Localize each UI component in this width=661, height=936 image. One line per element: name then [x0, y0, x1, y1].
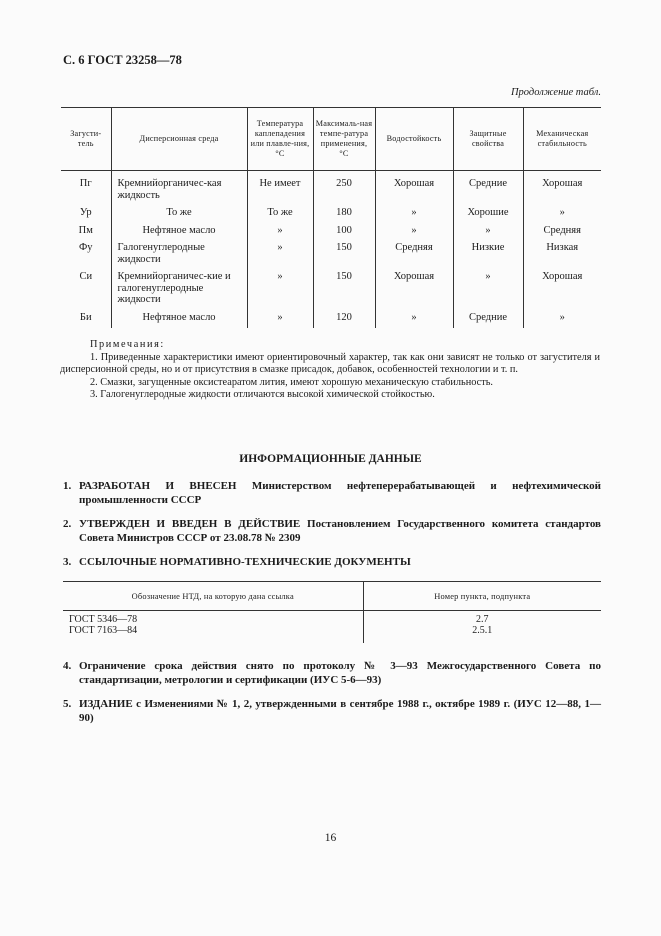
- cell-stability: Хорошая: [523, 171, 601, 207]
- cell-protective: Хорошие: [453, 206, 523, 224]
- note-item: 3. Галогенуглеродные жидкости отличаются высокой химической стойкостью.: [90, 389, 435, 401]
- info-item-approved: [63, 517, 601, 545]
- cell-max-temp: 150: [313, 241, 375, 270]
- item-text: РАЗРАБОТАН И ВНЕСЕН Министерством нефтеперерабатывающей и нефтехимической промышленности СССР: [79, 480, 601, 506]
- table-row: [61, 241, 601, 270]
- cell-drop-point: »: [247, 224, 313, 242]
- page-header: С. 6 ГОСТ 23258—78: [63, 53, 182, 67]
- cell-max-temp: 250: [313, 171, 375, 207]
- info-item-references: [63, 555, 601, 569]
- cell-medium: То же: [111, 206, 247, 224]
- cell-thickener: Ур: [79, 207, 92, 218]
- item-number: 2.: [63, 518, 72, 530]
- cell-thickener: Фу: [78, 242, 93, 253]
- cell-drop-point: »: [247, 241, 313, 270]
- item-number: 4.: [63, 660, 72, 672]
- header-drop-point: Температура каплепадения или плавле-ния, °С: [247, 108, 313, 171]
- header-mechanical-stability: Механическая стабильность: [523, 108, 601, 171]
- cell-drop-point: Не имеет: [247, 171, 313, 207]
- cell-stability: Низкая: [523, 241, 601, 270]
- notes-title: Примечания:: [90, 339, 165, 350]
- cell-stability: Средняя: [523, 224, 601, 242]
- info-item-validity: [63, 659, 601, 687]
- item-number: 5.: [63, 698, 72, 710]
- cell-drop-point: То же: [247, 206, 313, 224]
- reference-documents-table: [63, 581, 601, 643]
- item-text: ИЗДАНИЕ с Изменениями № 1, 2, утвержденными в сентябре 1988 г., октябре 1989 г. (ИУС 12—88, 1—90): [79, 698, 601, 724]
- ref-header-row: [63, 582, 601, 611]
- cell-thickener: Пг: [79, 178, 92, 189]
- cell-drop-point: »: [247, 311, 313, 329]
- cell-water: »: [375, 311, 453, 329]
- cell-thickener: Пм: [78, 224, 93, 236]
- ref-header-point: Номер пункта, подпункта: [363, 582, 601, 611]
- table-row: [61, 206, 601, 224]
- info-item-developed: [63, 479, 601, 507]
- ref-documents: ГОСТ 5346—78 ГОСТ 7163—84: [69, 614, 138, 636]
- cell-max-temp: 150: [313, 270, 375, 311]
- cell-protective: Средние: [453, 311, 523, 329]
- note-item: 2. Смазки, загущенные оксистеаратом лития, имеют хорошую механическую стабильность.: [90, 376, 493, 388]
- item-text: Ограничение срока действия снято по протоколу № 3—93 Межгосударственного Совета по стандартизации, метрологии и сертификации (ИУС 5-6—93): [79, 660, 601, 686]
- table-row: [61, 171, 601, 207]
- header-water-resistance: Водостойкость: [375, 108, 453, 171]
- cell-water: »: [375, 224, 453, 242]
- cell-water: »: [375, 206, 453, 224]
- header-dispersion-medium: Дисперсионная среда: [111, 108, 247, 171]
- properties-table: [61, 107, 601, 328]
- table-row: [61, 311, 601, 329]
- cell-thickener: Си: [79, 271, 93, 282]
- cell-water: Средняя: [375, 241, 453, 270]
- table-header-row: [61, 108, 601, 171]
- cell-medium: Кремнийорганичес-кие и галогенуглеродные жидкости: [111, 270, 247, 311]
- cell-max-temp: 120: [313, 311, 375, 329]
- item-text: ССЫЛОЧНЫЕ НОРМАТИВНО-ТЕХНИЧЕСКИЕ ДОКУМЕНТЫ: [79, 556, 411, 568]
- ref-points: 2.7 2.5.1: [363, 611, 601, 644]
- table-continuation-label: Продолжение табл.: [510, 87, 601, 98]
- info-section-title: ИНФОРМАЦИОННЫЕ ДАННЫЕ: [239, 453, 422, 465]
- table-row: [61, 224, 601, 242]
- info-item-edition: [63, 697, 601, 725]
- cell-max-temp: 100: [313, 224, 375, 242]
- cell-water: Хорошая: [375, 171, 453, 207]
- cell-stability: »: [523, 311, 601, 329]
- cell-medium: Нефтяное масло: [111, 311, 247, 329]
- ref-header-document: Обозначение НТД, на которую дана ссылка: [63, 582, 363, 611]
- item-text: УТВЕРЖДЕН И ВВЕДЕН В ДЕЙСТВИЕ Постановлением Государственного комитета стандартов Совета Министров СССР от 23.08.78 № 2309: [79, 518, 601, 544]
- cell-max-temp: 180: [313, 206, 375, 224]
- cell-medium: Кремнийорганичес-кая жидкость: [111, 171, 247, 207]
- header-thickener: Загусти-тель: [61, 108, 111, 171]
- cell-drop-point: »: [247, 270, 313, 311]
- cell-water: Хорошая: [375, 270, 453, 311]
- table-row: [61, 270, 601, 311]
- cell-protective: Низкие: [453, 241, 523, 270]
- notes-section: [60, 339, 600, 402]
- cell-protective: »: [453, 224, 523, 242]
- ref-row: [63, 611, 601, 644]
- cell-stability: Хорошая: [523, 270, 601, 311]
- page-number: 16: [324, 832, 337, 844]
- header-max-temperature: Максималь-ная темпе-ратура применения, °С: [313, 108, 375, 171]
- cell-stability: »: [523, 206, 601, 224]
- cell-medium: Нефтяное масло: [111, 224, 247, 242]
- cell-protective: Средние: [453, 171, 523, 207]
- header-protective-properties: Защитные свойства: [453, 108, 523, 171]
- note-item: 1. Приведенные характеристики имеют ориентировочный характер, так как они зависят не только от загустителя и дисперсионной среды, но и от присутствия в смазке присадок, добавок, особенностей технологии и т. п.: [60, 351, 600, 376]
- cell-protective: »: [453, 270, 523, 311]
- cell-thickener: Би: [79, 311, 92, 323]
- item-number: 3.: [63, 556, 72, 568]
- cell-medium: Галогенуглеродные жидкости: [111, 241, 247, 270]
- item-number: 1.: [63, 480, 72, 492]
